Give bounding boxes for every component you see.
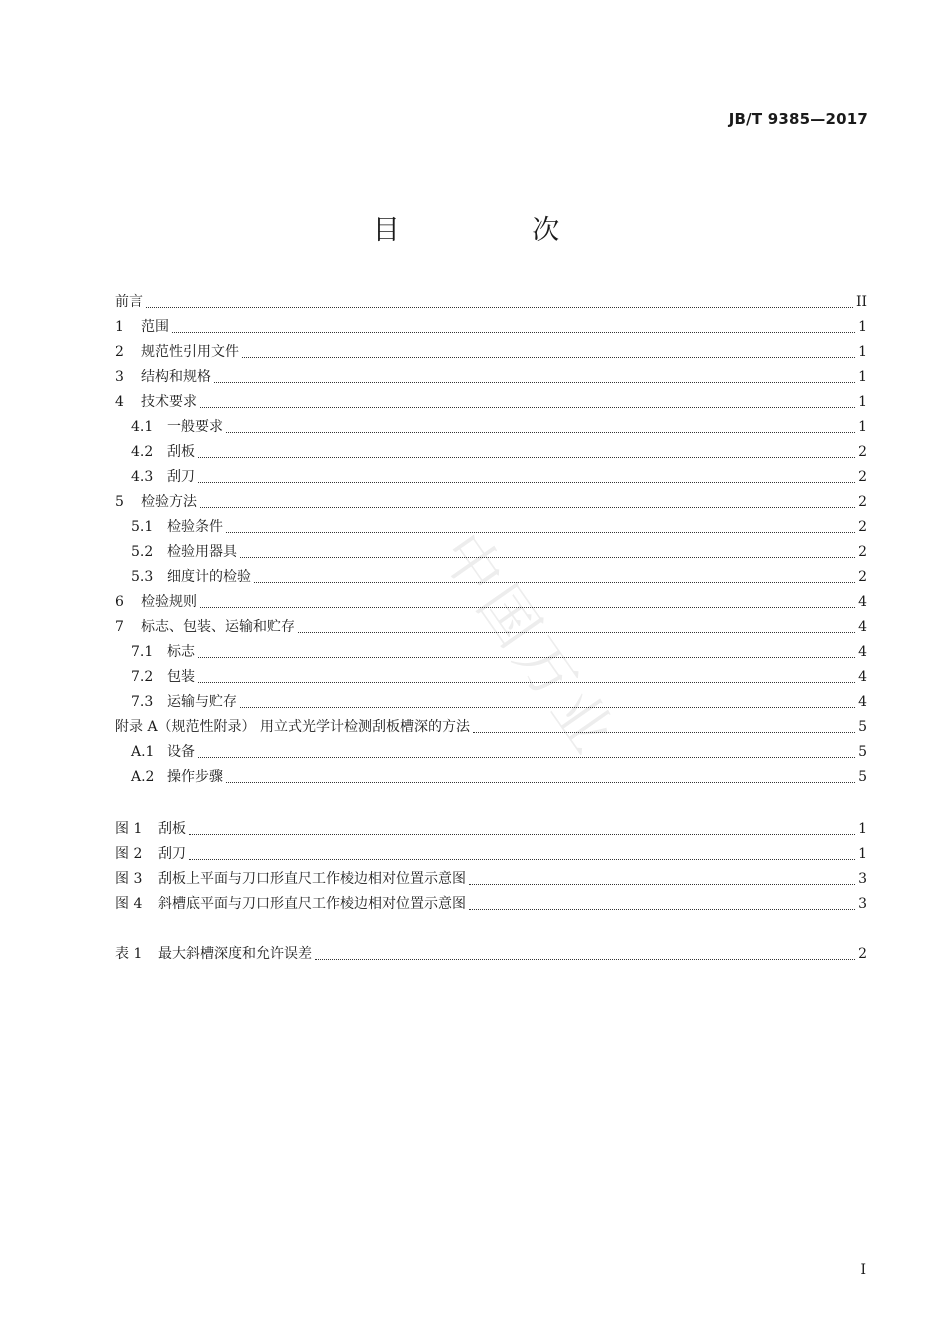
toc-entry-label: 设备 <box>167 744 195 760</box>
toc-entry[interactable] <box>115 942 867 967</box>
toc-entry-label: 最大斜槽深度和允许误差 <box>158 946 312 962</box>
toc-entry-label: 斜槽底平面与刀口形直尺工作棱边相对位置示意图 <box>158 896 466 912</box>
toc-entry[interactable] <box>115 715 867 740</box>
toc-entry[interactable] <box>115 315 867 340</box>
toc-entry-page: 4 <box>858 694 867 710</box>
toc-entry-number: 图 4 <box>115 896 143 912</box>
toc-entry-page: 2 <box>858 569 867 585</box>
toc-dot-leader <box>189 833 855 835</box>
toc-entry-page: 1 <box>858 394 867 410</box>
toc-entry-label: 检验条件 <box>167 519 223 535</box>
toc-entry-label: 标志、包装、运输和贮存 <box>141 619 295 635</box>
toc-tables-list <box>115 942 867 967</box>
toc-entry-number: 4 <box>115 394 124 410</box>
toc-entry-number: 4.1 <box>131 419 154 435</box>
toc-dot-leader <box>214 381 855 383</box>
toc-entry-number: 7.1 <box>131 644 154 660</box>
toc-entry-number: 5.2 <box>131 544 154 560</box>
toc-dot-leader <box>469 908 855 910</box>
toc-entry-page: 1 <box>858 369 867 385</box>
toc-dot-leader <box>198 681 855 683</box>
toc-entry-number: 3 <box>115 369 124 385</box>
toc-entry-page: 4 <box>858 644 867 660</box>
toc-entry-number: 7.2 <box>131 669 154 685</box>
toc-entry-label: 检验用器具 <box>167 544 237 560</box>
toc-entry[interactable] <box>115 290 867 315</box>
toc-dot-leader <box>469 883 855 885</box>
toc-dot-leader <box>240 556 855 558</box>
toc-entry-page: 3 <box>858 896 867 912</box>
toc-entry[interactable] <box>115 590 867 615</box>
toc-entry-label: 规范性引用文件 <box>141 344 239 360</box>
toc-entry-label: 检验规则 <box>141 594 197 610</box>
toc-entry[interactable] <box>115 817 867 842</box>
toc-entry-label: 前言 <box>115 294 143 310</box>
toc-entry[interactable] <box>115 615 867 640</box>
toc-entry[interactable] <box>115 565 867 590</box>
toc-dot-leader <box>189 858 855 860</box>
standard-number: JB/T 9385—2017 <box>728 110 868 128</box>
toc-entry[interactable] <box>115 465 867 490</box>
toc-entry[interactable] <box>115 867 867 892</box>
toc-figures-list <box>115 817 867 917</box>
toc-entry-number: 7.3 <box>131 694 154 710</box>
toc-entry[interactable] <box>115 340 867 365</box>
toc-entry-number: 图 2 <box>115 846 143 862</box>
toc-entry-label: 刮板 <box>158 821 186 837</box>
toc-entry[interactable] <box>115 390 867 415</box>
toc-entry-page: 2 <box>858 544 867 560</box>
toc-entry-number: 5.1 <box>131 519 154 535</box>
toc-entry-page: 1 <box>858 419 867 435</box>
toc-entry-number: A.2 <box>131 769 155 785</box>
toc-entry-label: 包装 <box>167 669 195 685</box>
toc-dot-leader <box>200 506 855 508</box>
toc-entry-label: 细度计的检验 <box>167 569 251 585</box>
toc-entry-number: A.1 <box>131 744 155 760</box>
toc-entry-number: 5 <box>115 494 124 510</box>
toc-entry-page: 5 <box>858 744 867 760</box>
toc-entry-number: 2 <box>115 344 124 360</box>
toc-dot-leader <box>226 431 855 433</box>
toc-title: 目 次 <box>372 215 622 246</box>
toc-entry[interactable] <box>115 415 867 440</box>
toc-dot-leader <box>226 781 855 783</box>
toc-entry[interactable] <box>115 740 867 765</box>
toc-entry-number: 6 <box>115 594 124 610</box>
toc-entry-label: 刮刀 <box>167 469 195 485</box>
toc-entry-label: 操作步骤 <box>167 769 223 785</box>
toc-entry-label: 范围 <box>141 319 169 335</box>
toc-entry-number: 4.3 <box>131 469 154 485</box>
toc-entry-page: 2 <box>858 494 867 510</box>
toc-entry-number: 表 1 <box>115 946 143 962</box>
toc-entry-page: 1 <box>858 846 867 862</box>
toc-dot-leader <box>315 958 855 960</box>
watermark: 中国万业 <box>427 520 631 770</box>
toc-entry-page: 1 <box>858 319 867 335</box>
toc-entry[interactable] <box>115 842 867 867</box>
toc-entry-number: 4.2 <box>131 444 154 460</box>
toc-entry-page: 2 <box>858 946 867 962</box>
toc-entry-page: 4 <box>858 619 867 635</box>
toc-entry[interactable] <box>115 440 867 465</box>
toc-dot-leader <box>200 606 855 608</box>
toc-dot-leader <box>198 656 855 658</box>
toc-dot-leader <box>226 531 855 533</box>
toc-entry-page: 1 <box>858 821 867 837</box>
toc-dot-leader <box>473 731 855 733</box>
toc-entry[interactable] <box>115 765 867 790</box>
toc-entry-number: 图 3 <box>115 871 143 887</box>
toc-entry-page: II <box>855 294 867 310</box>
toc-main-list <box>115 290 867 790</box>
toc-entry-label: 刮板 <box>167 444 195 460</box>
toc-dot-leader <box>200 406 855 408</box>
toc-entry-label: 一般要求 <box>167 419 223 435</box>
toc-dot-leader <box>198 456 855 458</box>
toc-entry-page: 4 <box>858 594 867 610</box>
toc-entry[interactable] <box>115 665 867 690</box>
toc-entry-page: 1 <box>858 344 867 360</box>
toc-dot-leader <box>254 581 855 583</box>
toc-entry[interactable] <box>115 690 867 715</box>
toc-entry[interactable] <box>115 515 867 540</box>
toc-entry-label: 标志 <box>167 644 195 660</box>
toc-entry-label: 技术要求 <box>141 394 197 410</box>
toc-dot-leader <box>146 306 853 308</box>
toc-entry-label: 运输与贮存 <box>167 694 237 710</box>
toc-entry[interactable] <box>115 540 867 565</box>
toc-dot-leader <box>198 481 855 483</box>
toc-entry[interactable] <box>115 640 867 665</box>
toc-entry-number: 图 1 <box>115 821 143 837</box>
toc-entry[interactable] <box>115 892 867 917</box>
toc-entry-number: 7 <box>115 619 124 635</box>
toc-entry-label: 检验方法 <box>141 494 197 510</box>
toc-entry-page: 2 <box>858 444 867 460</box>
toc-entry-page: 2 <box>858 519 867 535</box>
toc-entry-number: 1 <box>115 319 124 335</box>
toc-dot-leader <box>298 631 855 633</box>
toc-dot-leader <box>242 356 855 358</box>
toc-entry-label: 附录 A（规范性附录） 用立式光学计检测刮板槽深的方法 <box>115 719 471 735</box>
toc-entry-page: 3 <box>858 871 867 887</box>
toc-entry[interactable] <box>115 490 867 515</box>
toc-entry-label: 刮刀 <box>158 846 186 862</box>
toc-dot-leader <box>240 706 855 708</box>
toc-entry-page: 2 <box>858 469 867 485</box>
toc-dot-leader <box>172 331 855 333</box>
toc-entry-label: 刮板上平面与刀口形直尺工作棱边相对位置示意图 <box>158 871 466 887</box>
page-number: I <box>860 1262 866 1278</box>
toc-entry-number: 5.3 <box>131 569 154 585</box>
toc-entry-page: 5 <box>858 769 867 785</box>
toc-entry[interactable] <box>115 365 867 390</box>
toc-entry-page: 4 <box>858 669 867 685</box>
toc-entry-label: 结构和规格 <box>141 369 211 385</box>
toc-entry-page: 5 <box>858 719 867 735</box>
toc-dot-leader <box>198 756 855 758</box>
